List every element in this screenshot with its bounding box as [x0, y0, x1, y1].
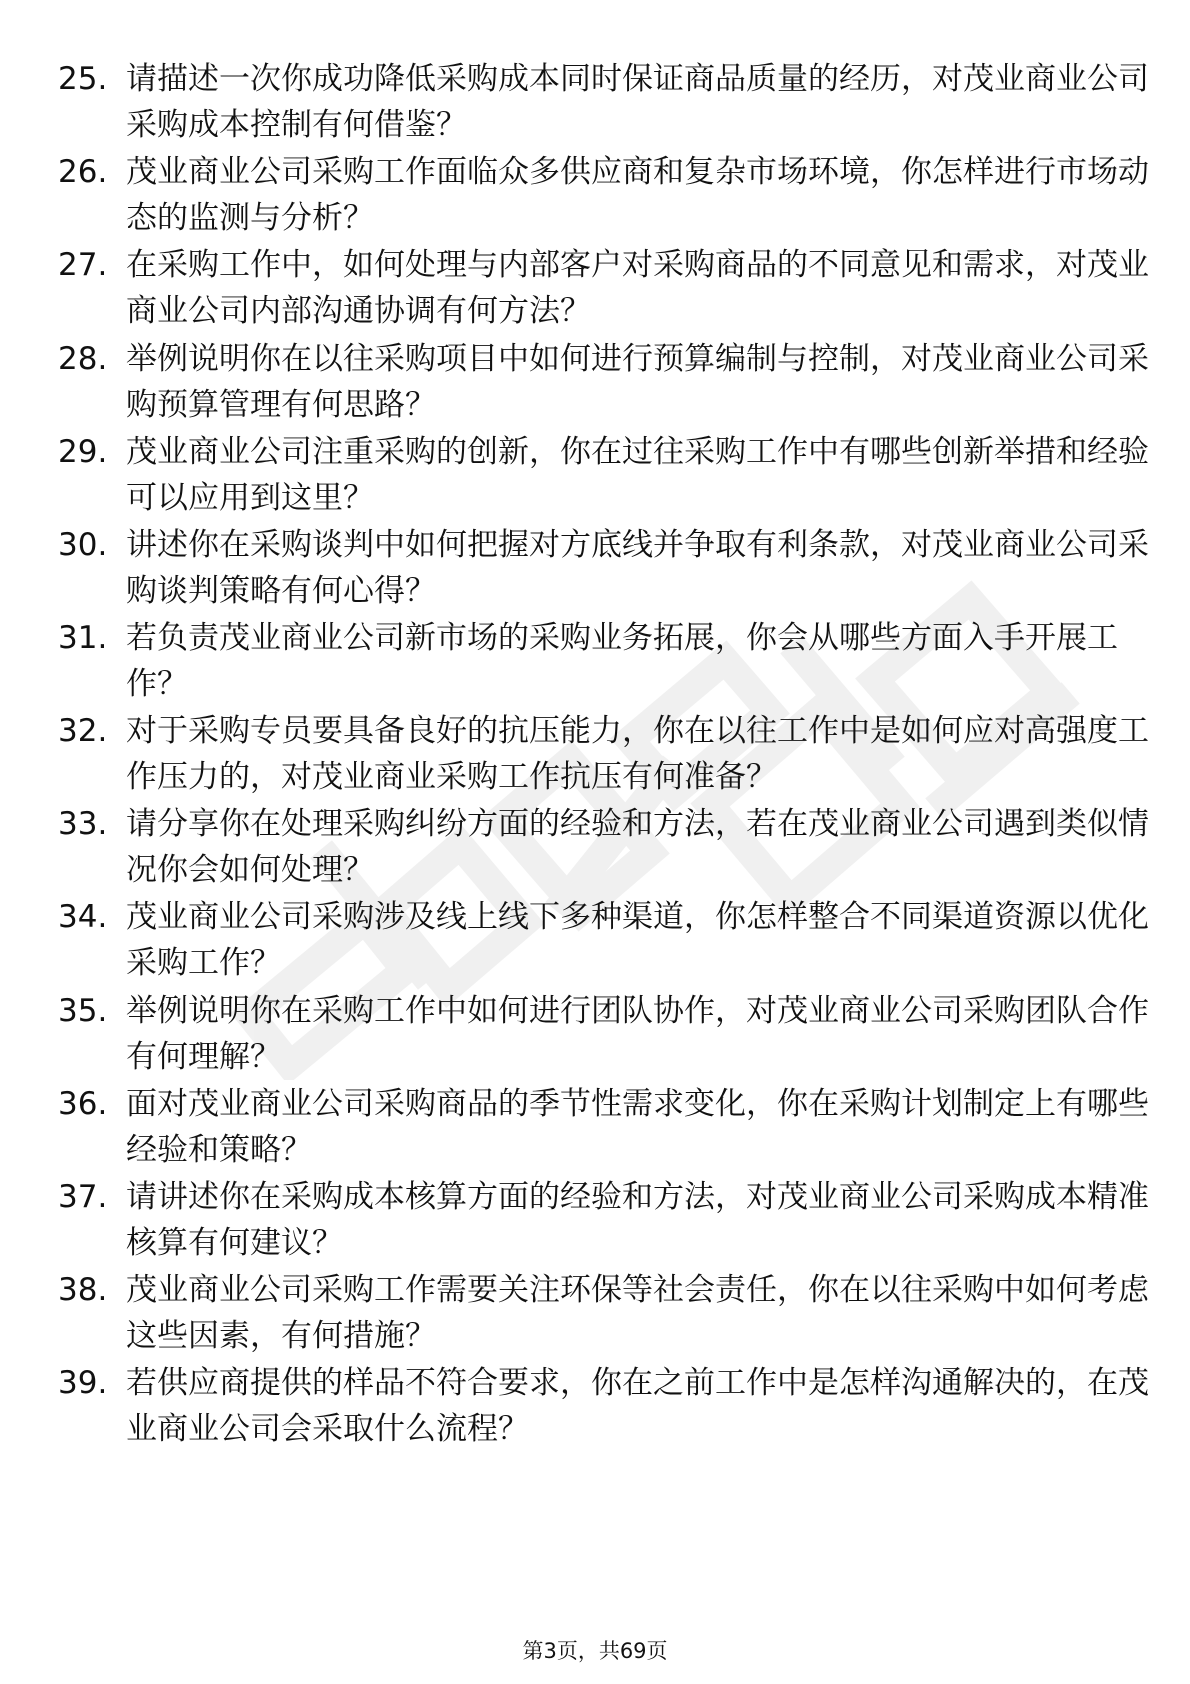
- question-number: 31.: [58, 620, 108, 656]
- question-text: 在采购工作中，如何处理与内部客户对采购商品的不同意见和需求，对茂业商业公司内部沟通协调有何方法？: [126, 247, 1149, 329]
- question-number: 32.: [58, 713, 108, 749]
- question-text: 面对茂业商业公司采购商品的季节性需求变化，你在采购计划制定上有哪些经验和策略？: [126, 1086, 1149, 1168]
- question-text: 茂业商业公司采购工作需要关注环保等社会责任，你在以往采购中如何考虑这些因素，有何措施？: [126, 1272, 1149, 1354]
- question-item: [58, 1081, 1149, 1173]
- question-number: 29.: [58, 434, 108, 470]
- question-item: [58, 149, 1149, 241]
- question-text: 茂业商业公司注重采购的创新，你在过往采购工作中有哪些创新举措和经验可以应用到这里？: [126, 434, 1149, 516]
- page-footer: 第3页，共69页: [522, 1639, 668, 1663]
- question-item: [58, 336, 1149, 428]
- question-number: 27.: [58, 247, 108, 283]
- question-text: 讲述你在采购谈判中如何把握对方底线并争取有利条款，对茂业商业公司采购谈判策略有何心得？: [126, 527, 1149, 609]
- question-text: 请讲述你在采购成本核算方面的经验和方法，对茂业商业公司采购成本精准核算有何建议？: [126, 1179, 1149, 1261]
- question-item: [58, 708, 1149, 800]
- question-number: 34.: [58, 899, 108, 935]
- question-number: 39.: [58, 1365, 108, 1401]
- question-text: 茂业商业公司采购涉及线上线下多种渠道，你怎样整合不同渠道资源以优化采购工作？: [126, 899, 1149, 981]
- question-number: 28.: [58, 341, 108, 377]
- question-text: 举例说明你在以往采购项目中如何进行预算编制与控制，对茂业商业公司采购预算管理有何思路？: [126, 341, 1149, 423]
- question-number: 37.: [58, 1179, 108, 1215]
- question-text: 茂业商业公司采购工作面临众多供应商和复杂市场环境，你怎样进行市场动态的监测与分析？: [126, 154, 1149, 236]
- question-item: [58, 894, 1149, 986]
- question-number: 25.: [58, 61, 108, 97]
- question-number: 36.: [58, 1086, 108, 1122]
- question-text: 请分享你在处理采购纠纷方面的经验和方法，若在茂业商业公司遇到类似情况你会如何处理？: [126, 806, 1149, 888]
- question-item: [58, 801, 1149, 893]
- question-item: [58, 1174, 1149, 1266]
- question-number: 26.: [58, 154, 108, 190]
- question-text: 对于采购专员要具备良好的抗压能力，你在以往工作中是如何应对高强度工作压力的，对茂业商业采购工作抗压有何准备？: [126, 713, 1149, 795]
- question-item: [58, 988, 1149, 1080]
- question-item: [58, 242, 1149, 334]
- question-item: [58, 522, 1149, 614]
- question-text: 举例说明你在采购工作中如何进行团队协作，对茂业商业公司采购团队合作有何理解？: [126, 993, 1149, 1075]
- question-number: 38.: [58, 1272, 108, 1308]
- question-number: 35.: [58, 993, 108, 1029]
- question-text: 若负责茂业商业公司新市场的采购业务拓展，你会从哪些方面入手开展工作？: [126, 620, 1118, 702]
- question-item: [58, 615, 1138, 707]
- question-item: [58, 429, 1149, 521]
- question-item: [58, 1267, 1149, 1359]
- question-number: 30.: [58, 527, 108, 563]
- question-item: [58, 56, 1149, 148]
- question-item: [58, 1360, 1149, 1452]
- question-number: 33.: [58, 806, 108, 842]
- question-text: 请描述一次你成功降低采购成本同时保证商品质量的经历，对茂业商业公司采购成本控制有何借鉴？: [126, 61, 1149, 143]
- question-text: 若供应商提供的样品不符合要求，你在之前工作中是怎样沟通解决的，在茂业商业公司会采取什么流程？: [126, 1365, 1149, 1447]
